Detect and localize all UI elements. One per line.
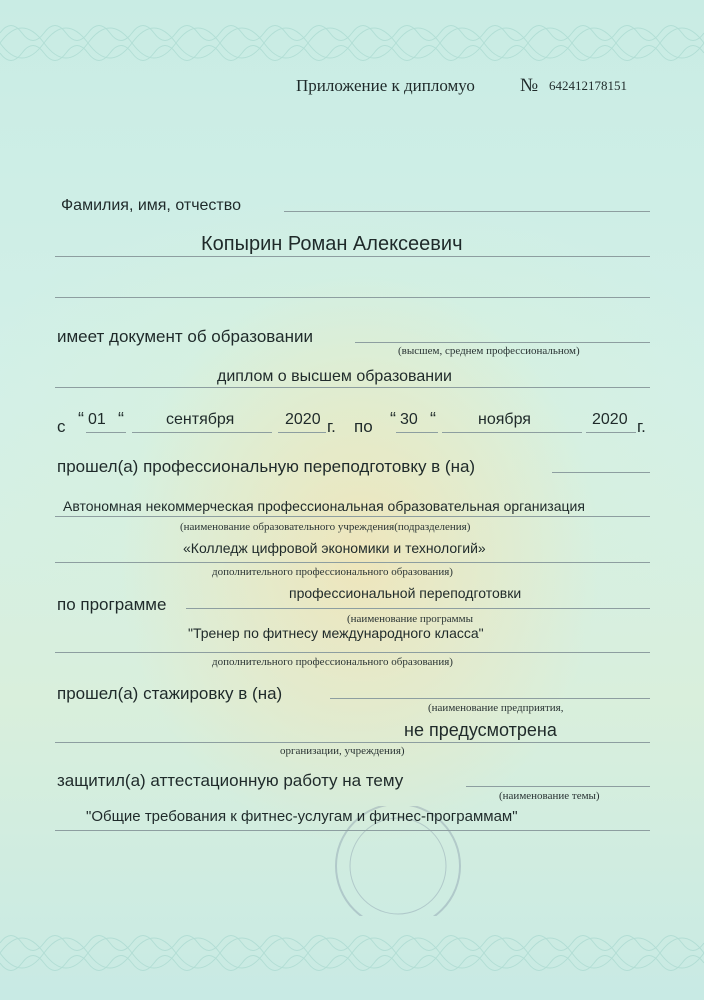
fio-label: Фамилия, имя, отчество (61, 197, 241, 214)
diploma-number: 642412178151 (549, 78, 627, 93)
date-from-prefix: с (57, 417, 66, 436)
thesis-hint: (наименование темы) (499, 790, 600, 802)
date-from-quote-close: “ (118, 409, 124, 429)
date-from-day: 01 (88, 411, 106, 428)
retraining-underline-1 (55, 516, 650, 517)
fio-underline-1 (284, 211, 650, 212)
thesis-value: "Общие требования к фитнес-услугам и фитнес-программам" (86, 808, 518, 825)
date-from-year-suffix: г. (327, 417, 336, 436)
fio-value: Копырин Роман Алексеевич (201, 233, 463, 255)
date-to-year-suffix: г. (637, 417, 646, 436)
date-to-day-underline (396, 432, 438, 433)
retraining-label: прошел(а) профессиональную переподготовку в (на) (57, 457, 476, 476)
retraining-org-line: Автономная некоммерческая профессиональная образовательная организация (63, 498, 585, 514)
fio-underline-3 (55, 297, 650, 298)
program-name: "Тренер по фитнесу международного класса" (188, 625, 484, 641)
guilloche-border-bottom (0, 918, 704, 988)
date-to-quote-close: “ (430, 409, 436, 429)
education-hint: (высшем, среднем профессиональном) (398, 345, 580, 357)
date-to-month-underline (442, 432, 582, 433)
date-to-year-underline (586, 432, 636, 433)
attachment-title: Приложение к дипломуо (296, 76, 475, 95)
internship-underline-1 (330, 698, 650, 699)
retraining-hint-1: (наименование образовательного учреждения(подразделения) (180, 521, 471, 533)
program-label: по программе (57, 595, 167, 614)
date-to-quote-open: “ (390, 409, 396, 429)
guilloche-border-top (0, 8, 704, 78)
education-underline-2 (55, 387, 650, 388)
date-from-year: 2020 (285, 411, 321, 428)
fio-underline-2 (55, 256, 650, 257)
retraining-org-name: «Колледж цифровой экономики и технологий» (183, 540, 486, 556)
date-to-year: 2020 (592, 411, 628, 428)
retraining-underline-0 (552, 472, 650, 473)
internship-label: прошел(а) стажировку в (на) (57, 684, 283, 703)
internship-value: не предусмотрена (404, 720, 557, 740)
program-hint-2: дополнительного профессионального образования) (212, 656, 453, 668)
date-to-day: 30 (400, 411, 418, 428)
number-sign: № (520, 75, 539, 96)
program-hint-1: (наименование программы (347, 613, 473, 625)
date-from-month: сентября (166, 411, 235, 428)
program-underline-1 (186, 608, 650, 609)
thesis-underline-2 (55, 830, 650, 831)
date-to-prefix: по (354, 417, 373, 436)
education-underline-1 (355, 342, 650, 343)
thesis-underline-1 (466, 786, 650, 787)
program-type: профессиональной переподготовки (289, 585, 522, 601)
date-from-day-underline (86, 432, 126, 433)
program-underline-2 (55, 652, 650, 653)
internship-hint-2: организации, учреждения) (280, 745, 405, 757)
education-label: имеет документ об образовании (57, 327, 313, 346)
date-from-month-underline (132, 432, 272, 433)
date-from-year-underline (278, 432, 326, 433)
retraining-hint-2: дополнительного профессионального образования) (212, 566, 453, 578)
internship-underline-2 (55, 742, 650, 743)
internship-hint-1: (наименование предприятия, (428, 702, 564, 714)
date-to-month: ноября (478, 411, 531, 428)
date-from-quote-open: “ (78, 409, 84, 429)
thesis-label: защитил(а) аттестационную работу на тему (57, 771, 404, 790)
education-value: диплом о высшем образовании (217, 368, 452, 385)
retraining-underline-2 (55, 562, 650, 563)
